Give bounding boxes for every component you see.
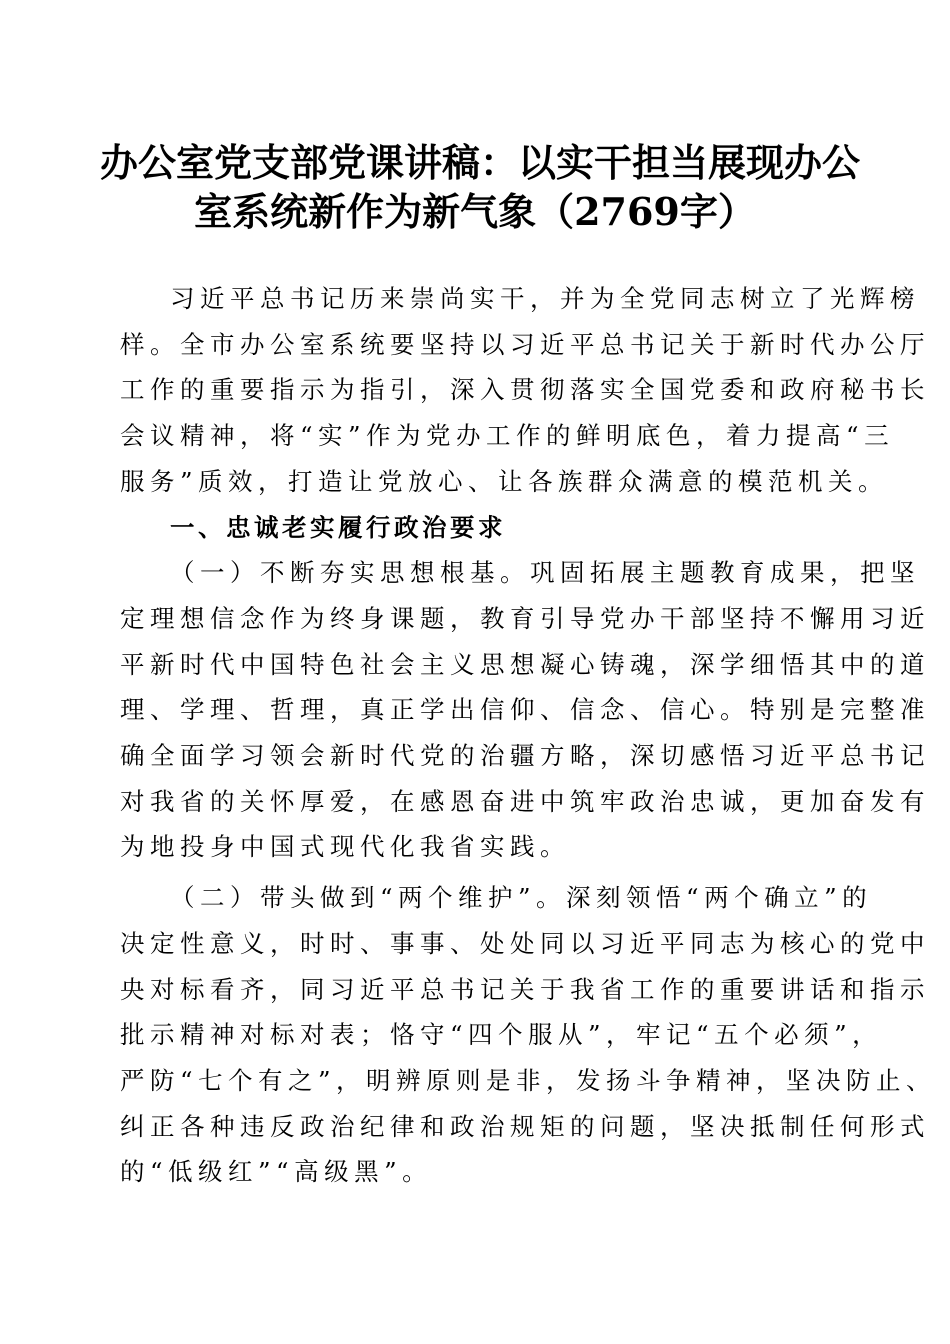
intro-line: 样。全市办公室系统要坚持以习近平总书记关于新时代办公厅: [120, 329, 930, 359]
paragraph-line: 决定性意义，时时、事事、处处同以习近平同志为核心的党中: [120, 928, 930, 958]
paragraph-line: 确全面学习领会新时代党的治疆方略，深切感悟习近平总书记: [120, 741, 930, 771]
paragraph-line: 理、学理、哲理，真正学出信仰、信念、信心。特别是完整准: [120, 695, 930, 725]
intro-paragraph: [120, 276, 930, 505]
paragraph-line: 为地投身中国式现代化我省实践。: [120, 832, 570, 862]
paragraph-line: 定理想信念作为终身课题，教育引导党办干部坚持不懈用习近: [120, 603, 930, 633]
paragraph-line: 平新时代中国特色社会主义思想凝心铸魂，深学细悟其中的道: [120, 649, 930, 679]
intro-line: 习近平总书记历来崇尚实干，并为全党同志树立了光辉榜: [170, 284, 920, 313]
paragraph-line: 央对标看齐，同习近平总书记关于我省工作的重要讲话和指示: [120, 974, 930, 1004]
title-line-2: 室系统新作为新气象（2769字）: [194, 189, 756, 234]
document-title: [100, 138, 861, 236]
paragraph-line: 的“低级红”“高级黑”。: [120, 1157, 433, 1187]
intro-line: 服务”质效，打造让党放心、让各族群众满意的模范机关。: [120, 466, 889, 496]
intro-line: 工作的重要指示为指引，深入贯彻落实全国党委和政府秘书长: [120, 375, 930, 405]
section-1-heading: [120, 505, 840, 551]
title-line-1: 办公室党支部党课讲稿：以实干担当展现办公: [100, 140, 861, 185]
paragraph-2: [120, 875, 937, 1195]
paragraph-line: 批示精神对标对表；恪守“四个服从”，牢记“五个必须”，: [120, 1020, 883, 1050]
paragraph-line: 对我省的关怀厚爱，在感恩奋进中筑牢政治忠诚，更加奋发有: [120, 786, 930, 816]
paragraph-1: [120, 550, 930, 870]
paragraph-line: （一）不断夯实思想根基。巩固拓展主题教育成果，把坚: [170, 558, 920, 588]
paragraph-line: 纠正各种违反政治纪律和政治规矩的问题，坚决抵制任何形式: [120, 1111, 930, 1141]
section-heading-text: 一、忠诚老实履行政治要求: [170, 512, 506, 542]
intro-line: 会议精神，将“实”作为党办工作的鲜明底色，着力提高“三: [120, 421, 895, 451]
paragraph-line: （二）带头做到“两个维护”。深刻领悟“两个确立”的: [170, 883, 873, 913]
paragraph-line: 严防“七个有之”，明辨原则是非，发扬斗争精神，坚决防止、: [120, 1065, 937, 1095]
document-body: [120, 276, 937, 1195]
